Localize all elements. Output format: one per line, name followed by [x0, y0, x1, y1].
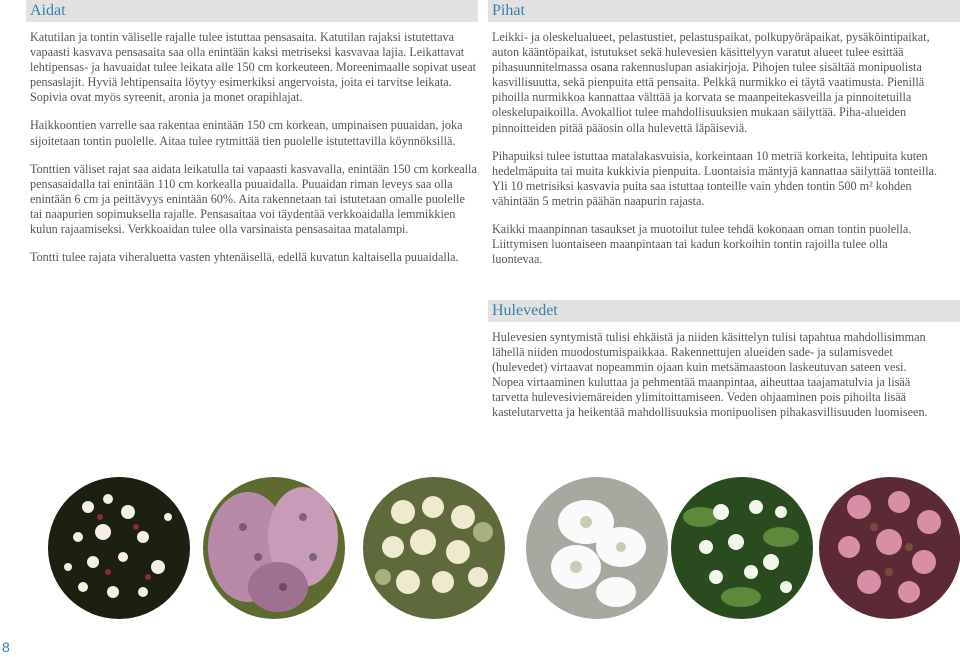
paragraph: Pihapuiksi tulee istuttaa matalakasvuisia, korkeintaan 10 metriä korkeita, lehtipuita kuten hedelmäpuita tai muita kukkivia pienpuita. Luontaisia mäntyjä kannattaa säilyttää tonteilla. Yli 10 metrisiksi kasvavia puita saa istuttaa tonteille vain yhden tontin 500 m² kohden vähintään 5 metrin päähän naapurin rajasta. [492, 148, 938, 208]
white-flower-spray-photo [48, 477, 190, 619]
hulevedet-heading-bar [488, 300, 960, 322]
apple-blossom-photo [526, 477, 668, 619]
right-column [492, 30, 940, 280]
hydrangea-photo [363, 477, 505, 619]
left-column [30, 30, 478, 278]
paragraph: Katutilan ja tontin väliselle rajalle tulee istuttaa pensasaita. Katutilan rajaksi istutettava vapaasti kasvava pensasaita saa olla enintään kaksi metriseksi kasvavaa lajia. Leikattavat lehtipensas- ja havuaidat tulee leikata alle 150 cm korkeuteen. Moreenimaalle sopivat useat pensaslajit. Hyviä lehtipensaita löytyy esimerkiksi angervoista, joita ei tarvitse leikata. Sopivia ovat myös syreenit, aronia ja monet orapihlajat. [30, 30, 477, 105]
page-number: 8 [2, 639, 10, 655]
paragraph: Hulevesien syntymistä tulisi ehkäistä ja niiden käsittelyn tulisi tapahtua mahdollisimman lähellä niiden muodostumispaikkaa. Rakennettujen alueiden sade- ja sulamisvedet (hulevedet) virtaavat nopeammin ojaan kuin metsämaastoon laskeutuvan sateen vesi. Nopea virtaaminen kuluttaa ja pehmentää maanpintaa, aiheuttaa taajamatulvia ja lisää tarvetta hulevesiviemäreiden ylimitoittamiseen. Veden ohjaaminen pois pihoilta lisää kastelutarvetta ja heikentää mahdollisuuksia monipuolisen pihakasvillisuuden luomiseen. [492, 330, 928, 420]
paragraph: Kaikki maanpinnan tasaukset ja muotoilut tulee tehdä kokonaan oman tontin puolella. Liittymisen luontaiseen maanpintaan tai kadun korkoihin tontin rajoilla tulee olla luontevaa. [492, 222, 912, 267]
paragraph: Haikkoontien varrelle saa rakentaa enintään 150 cm korkean, umpinaisen puuaidan, joka sijoitetaan tontin puolelle. Aitaa tulee rytmittää tien puolelle istutettavilla köynnöksillä. [30, 118, 463, 148]
section-heading-aidat: Aidat [30, 2, 66, 19]
right-heading-bar [488, 0, 960, 22]
hulevedet-column [492, 330, 940, 434]
paragraph: Tontti tulee rajata viheraluetta vasten yhtenäisellä, edellä kuvatun kaltaisella puuaidalla. [30, 250, 459, 265]
section-heading-pihat: Pihat [492, 2, 525, 19]
section-heading-hulevedet: Hulevedet [492, 302, 558, 319]
paragraph: Leikki- ja oleskelualueet, pelastustiet, pelastuspaikat, polkupyöräpaikat, pysäköintipaikat, auton kääntöpaikat, istutukset sekä hulevesien käsittelyyn varatut alueet tulee esittää pihasuunnitelmassa osana rakennuslupan asiakirjoja. Pihojen tulee sisältää monipuolista kasvillisuutta, sekä pienpuita että pensaita. Pelkkä nurmikko ei täytä vaatimusta. Pienillä pihoilla nurmikkoa kannattaa välttää ja korvata se maanpeitekasveilla ja pinnoitetuilla oleskelupaikoilla. Avokalliot tulee mahdollisuuksien mukaan säilyttää. Piha-alueiden pinnoitteiden pitää pääosin olla hulevettä läpäiseviä. [492, 30, 930, 135]
pink-crabapple-photo [819, 477, 960, 619]
lilac-flowers-photo [203, 477, 345, 619]
paragraph: Tonttien väliset rajat saa aidata leikatulla tai vapaasti kasvavalla, enintään 150 cm korkealla pensasaidalla tai enintään 110 cm korkealla puuaidalla. Puuaidan riman leveys saa olla enintään 6 cm ja peittävyys enintään 60%. Aita rakennetaan tai istutetaan omalle puolelle tai naapurien sopimuksella rajalle. Pensasaitaa voi täydentää verkkoaidalla lemmikkien kulun rajaamiseksi. Verkkoaidan tulee olla varsinaista pensasaitaa matalampi. [30, 161, 477, 237]
left-heading-bar [26, 0, 478, 22]
mock-orange-photo [671, 477, 813, 619]
